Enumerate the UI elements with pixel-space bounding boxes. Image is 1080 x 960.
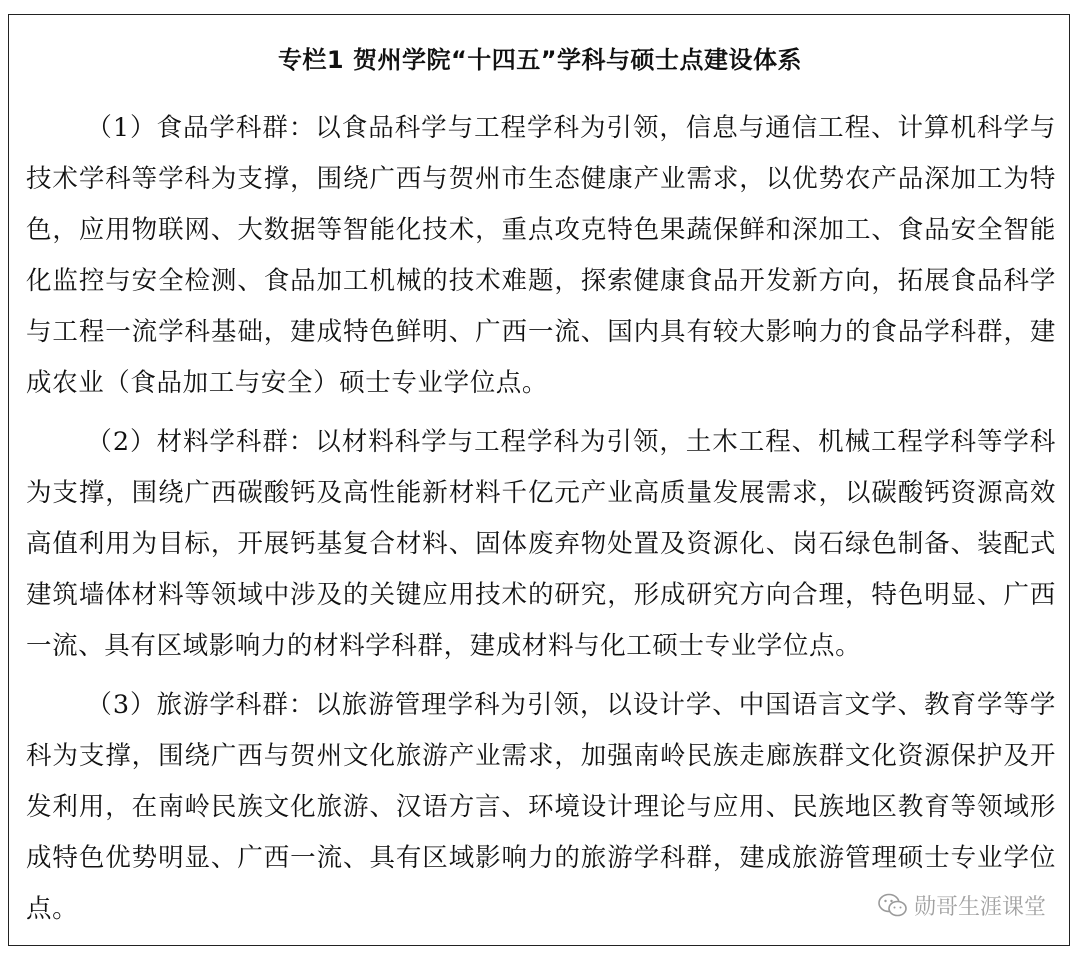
wechat-icon <box>878 893 908 919</box>
column-title: 专栏1 贺州学院“十四五”学科与硕士点建设体系 <box>277 46 803 74</box>
section-materials-text: （2）材料学科群：以材料科学与工程学科为引领，土木工程、机械工程学科等学科为支撑，围绕广西碳酸钙及高性能新材料千亿元产业高质量发展需求，以碳酸钙资源高效高值利用为目标，开展钙基复合材料、固体废弃物处置及资源化、岗石绿色制备、装配式建筑墙体材料等领域中涉及的关键应用技术的研究，形成研究方向合理，特色明显、广西一流、具有区域影响力的材料学科群，建成材料与化工硕士专业学位点。 <box>26 427 1056 661</box>
watermark <box>878 890 1046 921</box>
section-tourism-text: （3）旅游学科群：以旅游管理学科为引领，以设计学、中国语言文学、教育学等学科为支撑，围绕广西与贺州文化旅游产业需求，加强南岭民族走廊族群文化资源保护及开发利用，在南岭民族文化旅游、汉语方言、环境设计理论与应用、民族地区教育等领域形成特色优势明显、广西一流、具有区域影响力的旅游学科群，建成旅游管理硕士专业学位点。 <box>26 690 1056 924</box>
section-food <box>26 103 1056 409</box>
watermark-text: 勋哥生涯课堂 <box>913 895 1046 920</box>
section-food-text: （1）食品学科群：以食品科学与工程学科为引领，信息与通信工程、计算机科学与技术学科等学科为支撑，围绕广西与贺州市生态健康产业需求，以优势农产品深加工为特色，应用物联网、大数据等智能化技术，重点攻克特色果蔬保鲜和深加工、食品安全智能化监控与安全检测、食品加工机械的技术难题，探索健康食品开发新方向，拓展食品科学与工程一流学科基础，建成特色鲜明、广西一流、国内具有较大影响力的食品学科群，建成农业（食品加工与安全）硕士专业学位点。 <box>26 113 1056 398</box>
section-materials <box>26 417 1056 672</box>
